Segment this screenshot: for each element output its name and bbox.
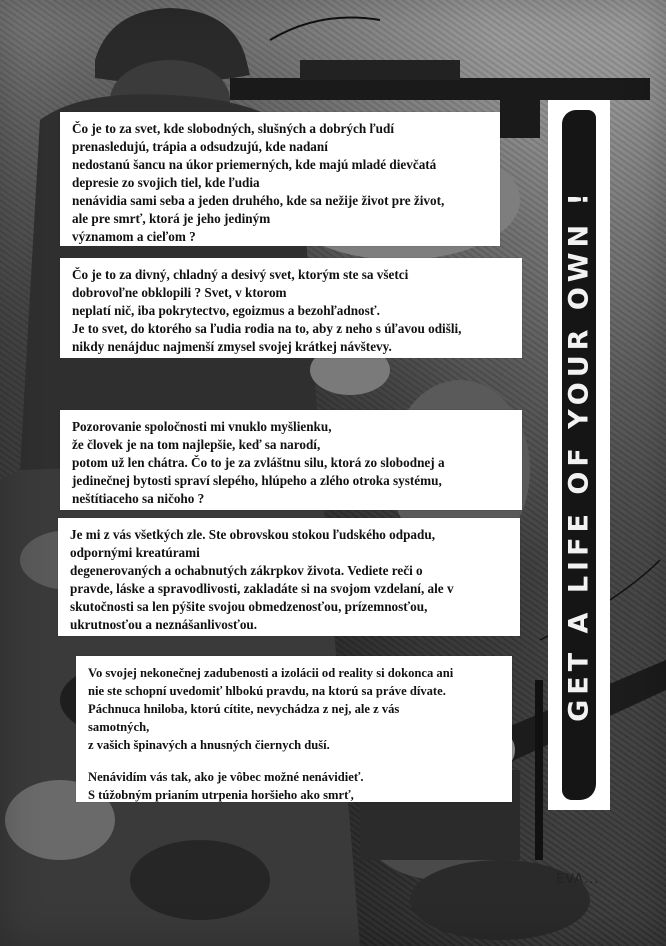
paragraph-2-line: dobrovoľne obklopili ? Svet, v ktorom (72, 285, 287, 300)
paragraph-3 (60, 410, 522, 510)
upper-rifle-shape (230, 78, 650, 100)
paragraph-1-line: ale pre smrť, ktorá je jeho jediným (72, 211, 271, 226)
paragraph-4 (58, 518, 520, 636)
banner-text: GET A LIFE OF YOUR OWN ! (563, 188, 595, 722)
paragraph-2-line: neplatí nič, iba pokrytectvo, egoizmus a bezohľadnosť. (72, 303, 380, 318)
paragraph-4-line: pravde, láske a spravodlivosti, zakladáte si na svojom vzdelaní, ale v (70, 581, 454, 596)
paragraph-5-line: S túžobným prianím utrpenia horšieho ako smrť, (88, 788, 354, 802)
paragraph-2-line: Je to svet, do ktorého sa ľudia rodia na to, aby z neho s úľavou odišli, (72, 321, 462, 336)
paragraph-5-line: samotných, (88, 720, 150, 734)
paragraph-1 (60, 112, 500, 246)
paragraph-3-line: neštítiaceho sa ničoho ? (72, 491, 205, 506)
paragraph-1-line: nenávidia sami seba a jeden druhého, kde sa nežije život pre život, (72, 193, 445, 208)
paragraph-2-line: nikdy nenájduc najmenší zmysel svojej krátkej návštevy. (72, 339, 392, 354)
paragraph-5-line: Vo svojej nekonečnej zadubenosti a izolácii od reality si dokonca ani (88, 666, 454, 680)
paragraph-1-line: depresie zo svojich tiel, kde ľudia (72, 175, 260, 190)
paragraph-3-line: Pozorovanie spoločnosti mi vnuklo myšlienku, (72, 419, 332, 434)
paragraph-2 (60, 258, 522, 358)
paragraph-5-spacer (88, 754, 502, 768)
paragraph-4-line: degenerovaných a ochabnutých zákrpkov života. Vediete reči o (70, 563, 423, 578)
paragraph-5-line: z vašich špinavých a hnusných čiernych duší. (88, 738, 330, 752)
paragraph-1-line: prenasledujú, trápia a odsudzujú, kde nadaní (72, 139, 328, 154)
paragraph-4-line: odpornými kreatúrami (70, 545, 200, 560)
paragraph-1-line: nedostanú šancu na úkor priemerných, kde majú mladé dievčatá (72, 157, 437, 172)
paragraph-4-line: ukrutnosťou a neznášanlivosťou. (70, 617, 258, 632)
get-a-life-banner (548, 100, 610, 810)
paragraph-5-line: nie ste schopní uvedomiť hlbokú pravdu, na ktorú sa práve dívate. (88, 684, 446, 698)
paragraph-4-line: skutočnosti sa len pýšite svojou obmedzenosťou, prízemnosťou, (70, 599, 428, 614)
paragraph-5-line: Nenávidím vás tak, ako je vôbec možné nenávidieť. (88, 770, 364, 784)
signature: EVA... (556, 872, 600, 887)
paragraph-1-line: významom a cieľom ? (72, 229, 196, 244)
paragraph-3-line: jedinečnej bytosti spraví slepého, hlúpeho a zlého otroka systému, (72, 473, 442, 488)
paragraph-3-line: potom už len chátra. Čo to je za zvláštnu silu, ktorá zo slobodnej a (72, 455, 445, 470)
paragraph-1-line: Čo je to za svet, kde slobodných, slušných a dobrých ľudí (72, 121, 394, 136)
paragraph-3-line: že človek je na tom najlepšie, keď sa narodí, (72, 437, 321, 452)
paragraph-2-line: Čo je to za divný, chladný a desivý svet, ktorým ste sa všetci (72, 267, 409, 282)
paragraph-5-line: Páchnuca hniloba, ktorú cítite, nevychádza z nej, ale z vás (88, 702, 400, 716)
paragraph-5 (76, 656, 512, 802)
paragraph-4-line: Je mi z vás všetkých zle. Ste obrovskou stokou ľudského odpadu, (70, 527, 435, 542)
